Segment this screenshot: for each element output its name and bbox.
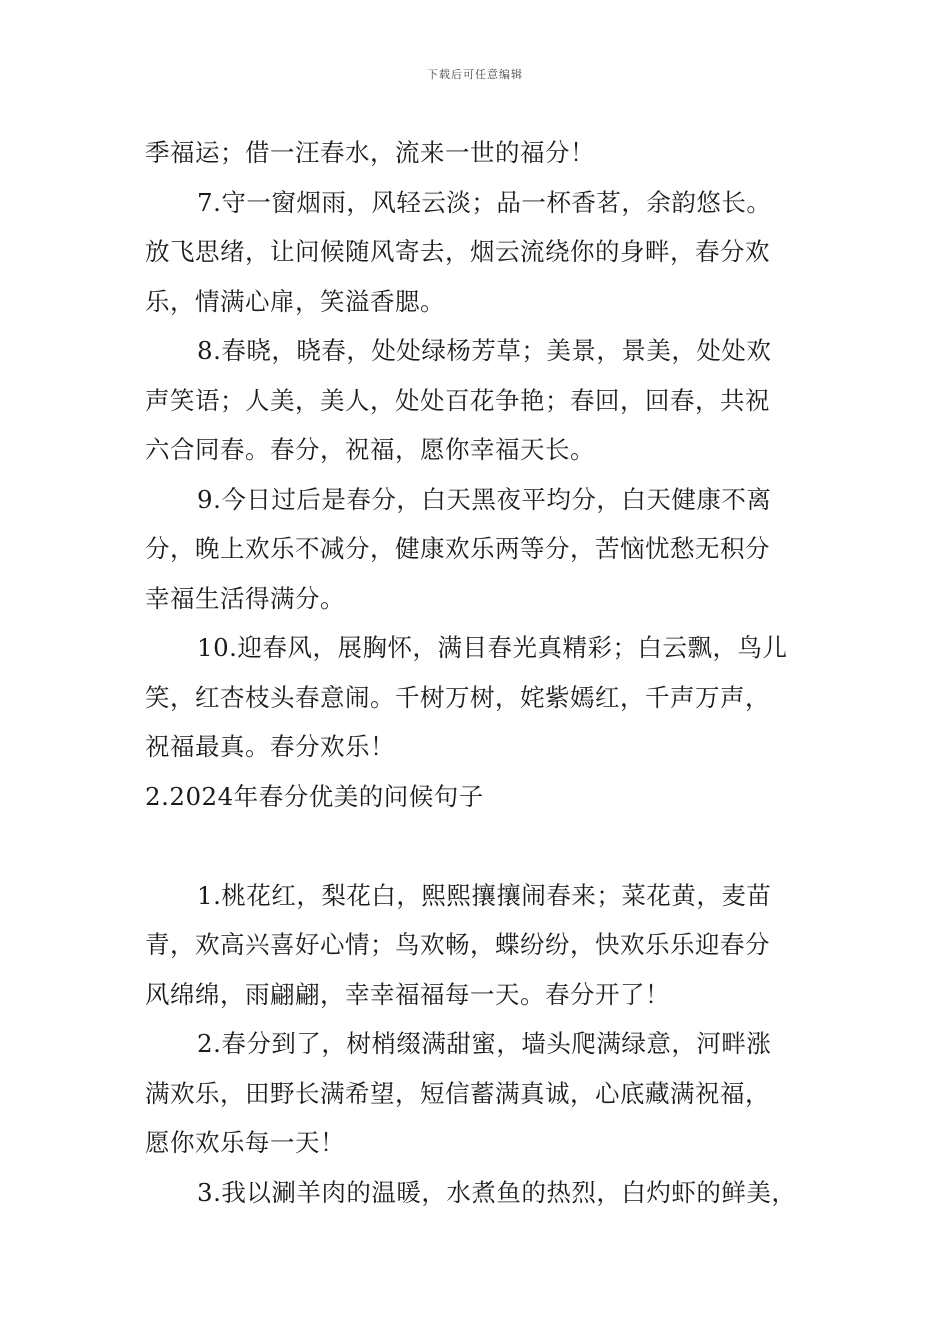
text-line: 青，欢高兴喜好心情；鸟欢畅，蝶纷纷，快欢乐乐迎春分 (145, 930, 770, 959)
text-line: 9.今日过后是春分，白天黑夜平均分，白天健康不离 (197, 484, 772, 514)
page-header: 下载后可任意编辑 (427, 68, 523, 81)
blank-line (145, 821, 825, 871)
text-line: 1.桃花红，梨花白，熙熙攘攘闹春来；菜花黄，麦苗 (197, 880, 772, 910)
text-line: 幸福生活得满分。 (145, 583, 345, 613)
text-line: 放飞思绪，让问候随风寄去，烟云流绕你的身畔，春分欢 (145, 237, 770, 266)
text-line: 愿你欢乐每一天！ (145, 1128, 345, 1157)
document-body (145, 128, 825, 1217)
text-line: 六合同春。春分，祝福，愿你幸福天长。 (145, 435, 595, 464)
text-line: 乐，情满心扉，笑溢香腮。 (145, 286, 445, 316)
text-line: 7.守一窗烟雨，风轻云淡；品一杯香茗，余韵悠长。 (197, 187, 772, 217)
text-line: 笑，红杏枝头春意闹。千树万树，姹紫嫣红，千声万声， (145, 682, 770, 712)
text-line: 满欢乐，田野长满希望，短信蓄满真诚，心底藏满祝福， (145, 1078, 770, 1108)
text-line: 风绵绵，雨翩翩，幸幸福福每一天。春分开了！ (145, 979, 670, 1009)
text-line: 声笑语；人美，美人，处处百花争艳；春回，回春，共祝 (145, 385, 770, 415)
text-line: 8.春晓，晓春，处处绿杨芳草；美景，景美，处处欢 (197, 336, 772, 365)
text-line: 祝福最真。春分欢乐！ (145, 732, 395, 761)
text-line: 分，晚上欢乐不减分，健康欢乐两等分，苦恼忧愁无积分 (145, 534, 770, 563)
text-line: 10.迎春风，展胸怀，满目春光真精彩；白云飘，鸟儿 (197, 633, 788, 662)
text-line: 3.我以涮羊肉的温暖，水煮鱼的热烈，白灼虾的鲜美， (197, 1177, 797, 1207)
text-line: 2.春分到了，树梢缀满甜蜜，墙头爬满绿意，河畔涨 (197, 1029, 772, 1058)
text-line: 季福运；借一汪春水，流来一世的福分！ (145, 138, 595, 167)
section-heading: 2.2024年春分优美的问候句子 (145, 781, 484, 811)
